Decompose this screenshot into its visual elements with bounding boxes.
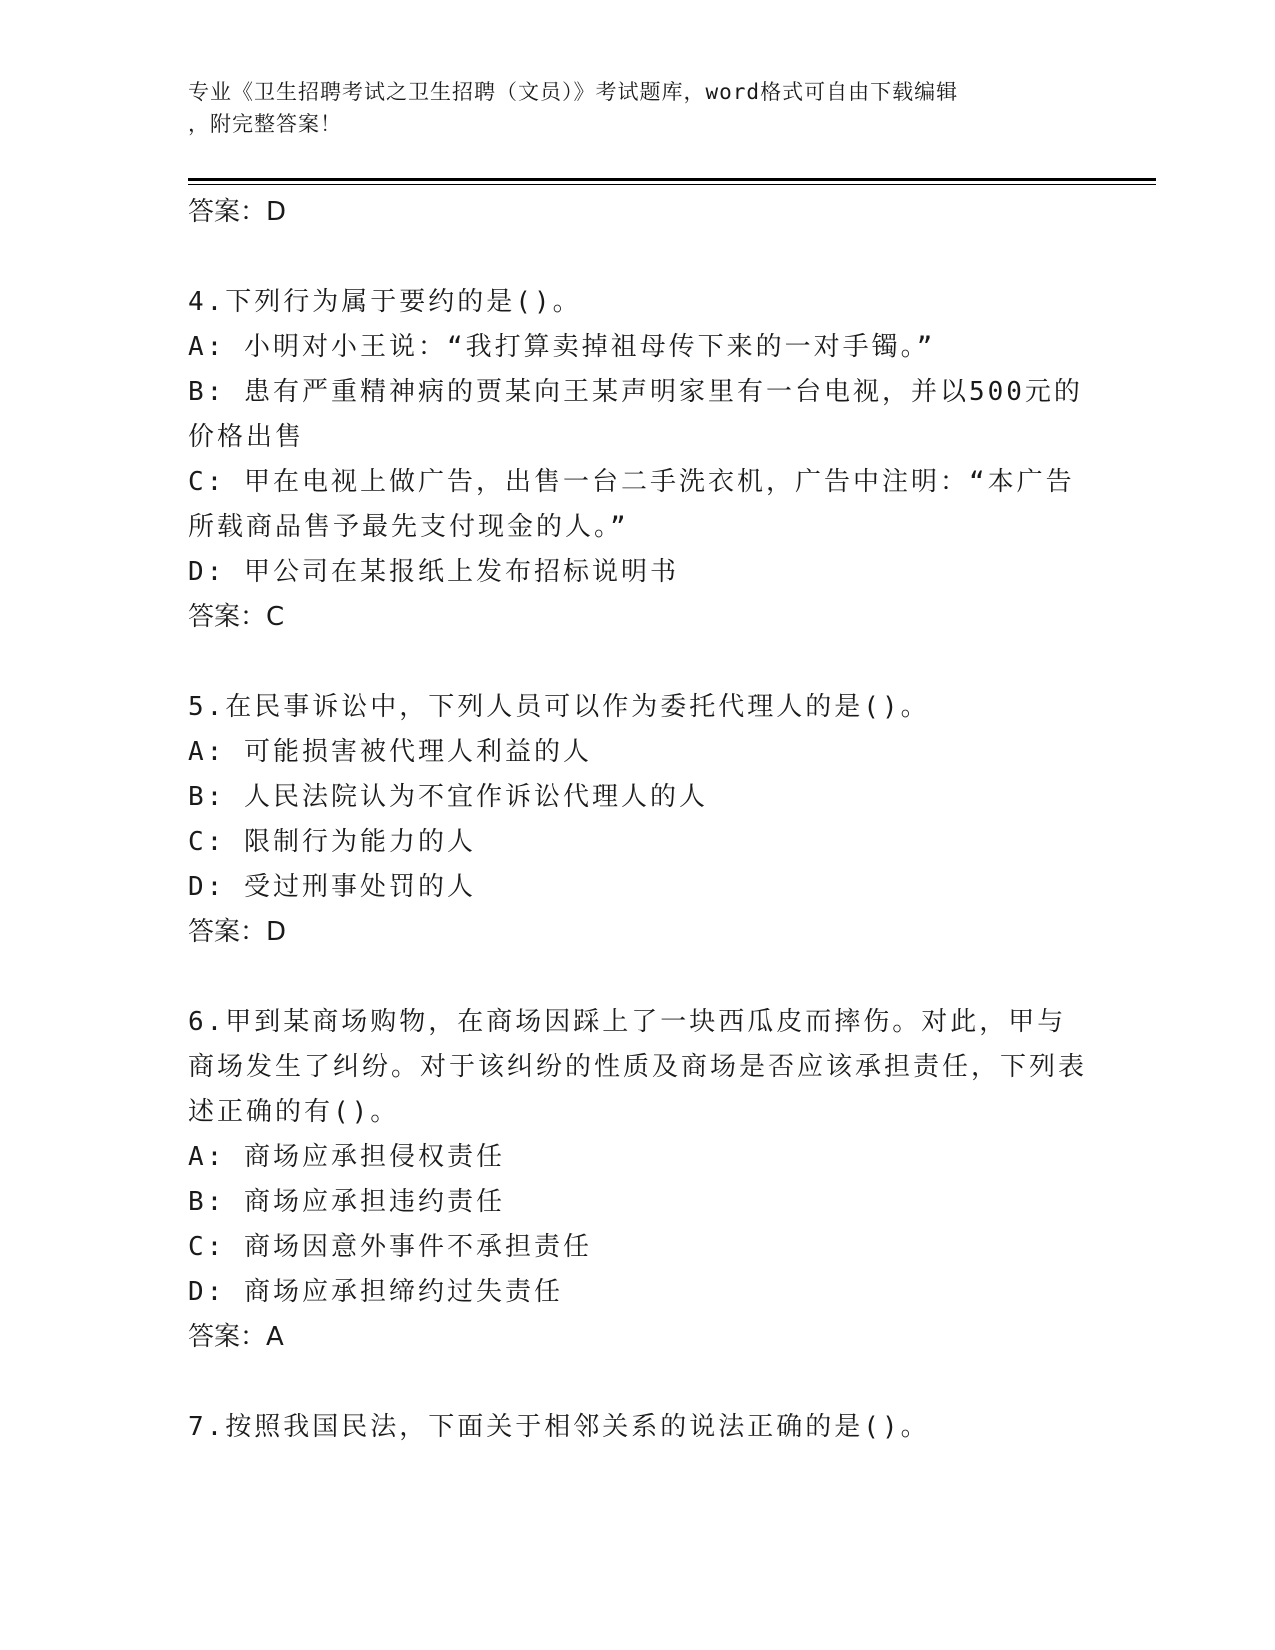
option-c: C: 商场因意外事件不承担责任 (188, 1232, 592, 1262)
question-4 (188, 280, 1088, 640)
option-d: D: 甲公司在某报纸上发布招标说明书 (188, 557, 679, 587)
question-stem: 6.甲到某商场购物，在商场因踩上了一块西瓜皮而摔伤。对此，甲与商场发生了纠纷。对于该纠纷的性质及商场是否应该承担责任，下列表述正确的有()。 (188, 1007, 1088, 1127)
answer: 答案：C (188, 602, 285, 632)
header-rule-thick (188, 178, 1156, 181)
header-line-1: 专业《卫生招聘考试之卫生招聘（文员）》考试题库，word格式可自由下载编辑 (188, 80, 959, 104)
option-b: B: 商场应承担违约责任 (188, 1187, 505, 1217)
option-a: A: 可能损害被代理人利益的人 (188, 737, 592, 767)
option-a: A: 商场应承担侵权责任 (188, 1142, 505, 1172)
option-c: C: 甲在电视上做广告，出售一台二手洗衣机，广告中注明：“本广告所载商品售予最先支付现金的人。” (188, 467, 1075, 542)
option-a: A: 小明对小王说：“我打算卖掉祖母传下来的一对手镯。” (188, 332, 936, 362)
option-d: D: 商场应承担缔约过失责任 (188, 1277, 563, 1307)
question-stem: 4.下列行为属于要约的是()。 (188, 287, 582, 317)
option-b: B: 人民法院认为不宜作诉讼代理人的人 (188, 782, 708, 812)
option-c: C: 限制行为能力的人 (188, 827, 476, 857)
option-b: B: 患有严重精神病的贾某向王某声明家里有一台电视，并以500元的价格出售 (188, 377, 1083, 452)
option-d: D: 受过刑事处罚的人 (188, 872, 476, 902)
answer: 答案：A (188, 1322, 284, 1352)
header-rule-thin (188, 184, 1156, 185)
question-stem: 5.在民事诉讼中，下列人员可以作为委托代理人的是()。 (188, 692, 930, 722)
page-header (188, 76, 1068, 140)
question-5 (188, 685, 1088, 955)
answer: 答案：D (188, 917, 287, 947)
document-body (188, 190, 1088, 1450)
answer-q3: 答案：D (188, 197, 287, 227)
header-line-2: ，附完整答案！ (188, 112, 342, 136)
question-stem: 7.按照我国民法，下面关于相邻关系的说法正确的是()。 (188, 1412, 930, 1442)
question-6 (188, 1000, 1088, 1360)
question-7 (188, 1405, 1088, 1450)
